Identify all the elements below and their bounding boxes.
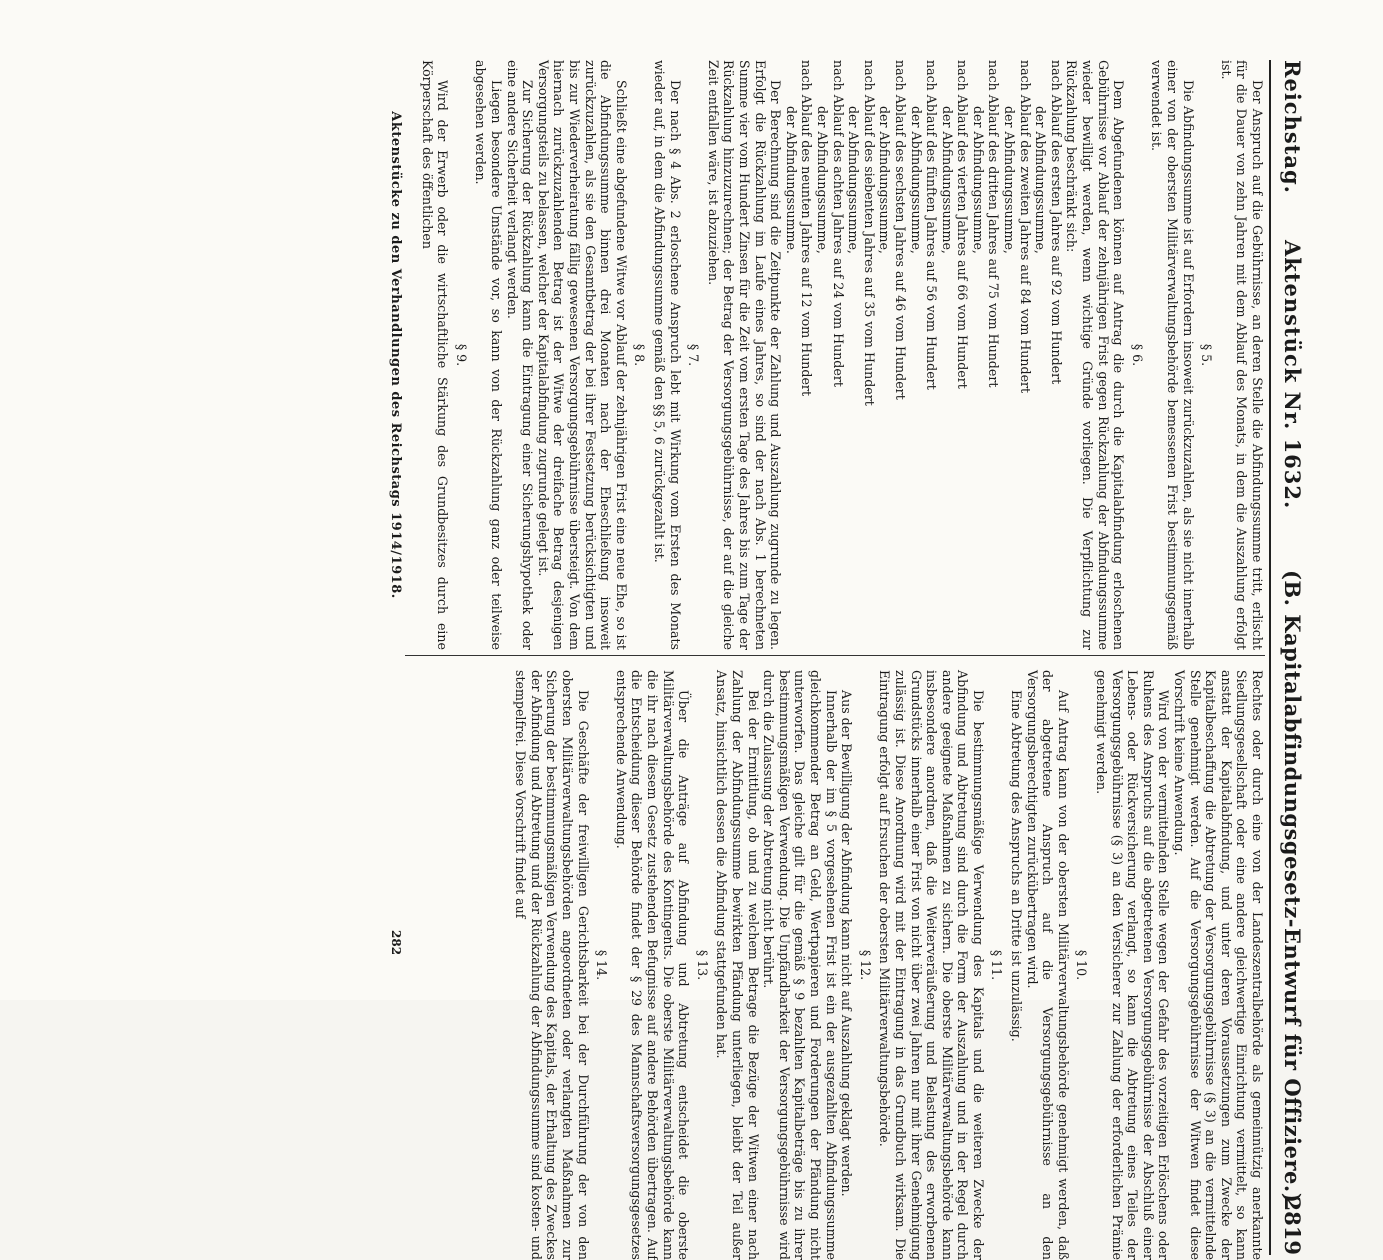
right-column (513, 670, 1265, 1260)
list-item: nach Ablauf des zweiten Jahres auf 84 vom Hundert (1017, 60, 1033, 394)
paragraph: Der Anspruch auf die Gebührnisse, an deren Stelle die Abfindungssumme tritt, erlischt für die Dauer von zehn Jahren mit dem Ablauf des Monats, in dem die Auszahlung erfolgt ist. (1218, 60, 1265, 650)
section-heading: § 13. (694, 949, 710, 981)
paragraph: Bei der Ermittlung, ob und zu welchem Betrage die Bezüge der Witwen einer nach Zahlung der Abfindungssumme bewirkten Pfändung unterliegen, bleibt der Teil außer Ansatz, hinsichtlich dessen die Abfindung stattgefunden hat. (714, 670, 761, 1260)
footer-sheet-number: 282 (389, 930, 403, 956)
paragraph: Zur Sicherung der Rückzahlung kann die Eintragung einer Sicherungshypothek oder eine andere Sicherheit verlangt werden. (504, 60, 536, 650)
paragraph: Liegen besondere Umstände vor, so kann von der Rückzahlung ganz oder teilweise abgesehen werden. (473, 60, 505, 650)
list-item-continuation: der Abfindungssumme, (970, 106, 986, 254)
list-item-continuation: der Abfindungssumme, (908, 106, 924, 254)
column-rule (405, 655, 1265, 656)
section-heading: § 8. (632, 343, 648, 367)
section-heading: § 11. (989, 949, 1005, 981)
paragraph: Innerhalb der im § 5 vorgesehenen Frist ist ein der ausgezahlten Abfindungssumme gleichkommender Betrag an Geld, Wertpapieren und Forderungen der Pfändung nicht unterworfen. Das gleiche gilt für die gemäß § 9 bezahlten Kapitalbeträge bis zu ihrer bestimmungsmäßigen Verwendung. Die Unpfändbarkeit der Versorgungsgebührnisse wird durch die Zulassung der Abtretung nicht berührt. (761, 670, 839, 1260)
page-footer: Aktenstücke zu den Verhandlungen des Reichstags 1914/1918. (388, 111, 403, 599)
paragraph: Wird der Erwerb oder die wirtschaftliche Stärkung des Grundbesitzes durch eine Körperschaft des öffentlichen (419, 60, 451, 650)
header-document-number: Aktenstück Nr. 1632. (1280, 240, 1305, 510)
section-heading: § 5. (1199, 343, 1215, 367)
paragraph: Die bestimmungsmäßige Verwendung des Kapitals und die weiteren Zwecke der Abfindung und Abtretung sind durch die Form der Auszahlung und in der Regel durch andere geeignete Maßnahmen zu sichern. Die oberste Militärverwaltungsbehörde kann insbesondere anordnen, daß die Weiterveräußerung und Belastung des erworbenen Grundstücks innerhalb einer Frist von nicht über zwei Jahren nur mit ihrer Genehmigung zulässig ist. Diese Anordnung wird mit der Eintragung in das Grundbuch wirksam. Die Eintragung erfolgt auf Ersuchen der obersten Militärverwaltungsbehörde. (877, 670, 986, 1260)
paragraph: Auf Antrag kann von der obersten Militärverwaltungsbehörde genehmigt werden, daß der abgetretene Anspruch auf die Versorgungsgebührnisse an den Versorgungsberechtigten zurückübertragen wird. (1024, 670, 1071, 1260)
section-heading: § 6. (1129, 343, 1145, 367)
paragraph: Schließt eine abgefundene Witwe vor Ablauf der zehnjährigen Frist eine neue Ehe, so ist die Abfindungssumme binnen drei Monaten nach der Eheschließung insoweit zurückzuzahlen, als sie den Gesamtbetrag der bei ihrer Festsetzung berücksichtigten und bis zur Wiederverheiratung fällig gewesenen Versorgungsgebührnisse übersteigt. Von dem hiernach zurückzuzahlenden Betrag ist der Witwe der dreifache Betrag desjenigen Versorgungsteils zu belassen, welcher der Kapitalabfindung zugrunde gelegt ist. (535, 60, 629, 650)
list-item: nach Ablauf des fünften Jahres auf 56 vom Hundert (924, 60, 940, 390)
paragraph: Der Berechnung sind die Zeitpunkte der Zahlung und Auszahlung zugrunde zu legen. Erfolgt die Rückzahlung im Laufe eines Jahres, so sind der nach Abs. 1 berechneten Summe vier vom Hundert Zinsen für die Zeit vom ersten Tage des Jahres bis zum Tage der Rückzahlung hinzuzurechnen; der Betrag der Versorgungsgebührnisse, der auf die gleiche Zeit entfallen wäre, ist abzuziehen. (705, 60, 784, 650)
list-item-continuation: der Abfindungssumme, (939, 106, 955, 254)
list-item-continuation: der Abfindungssumme, (1002, 106, 1018, 254)
list-item: nach Ablauf des vierten Jahres auf 66 vom Hundert (955, 60, 971, 389)
header-rule (1269, 60, 1271, 1255)
header-left: Reichstag. (1280, 60, 1305, 194)
paragraph: Die Geschäfte der freiwilligen Gerichtsbarkeit bei der Durchführung der von den obersten Militärverwaltungsbehörden angeordneten oder verlangten Maßnahmen zur Sicherung der bestimmungsmäßigen Verwendung des Kapitals, der Erhaltung des Zweckes der Abfindung und Abtretung und der Rückzahlung der Abfindungssumme sind kosten- und stempelfrei. Diese Vorschrift findet auf (513, 670, 591, 1260)
header-title: (B. Kapitalabfindungsgesetz-Entwurf für Offiziere.) (1280, 570, 1305, 1204)
list-item-continuation: der Abfindungssumme. (783, 106, 799, 254)
section-heading: § 10. (1074, 949, 1090, 981)
paragraph: Rechtes oder durch eine von der Landeszentralbehörde als gemeinnützig anerkannte Siedlungsgesellschaft oder eine andere gleichwertige Einrichtung vermittelt, so kann anstatt der Kapitalabfindung, und unter deren Voraussetzungen zum Zwecke der Kapitalbeschaffung die Abtretung der Versorgungsgebührnisse (§ 3) an die vermittelnde Stelle genehmigt werden. Auf die Versorgungsgebührnisse der Witwen findet diese Vorschrift keine Anwendung. (1172, 670, 1265, 1260)
list-item: nach Ablauf des ersten Jahres auf 92 vom Hundert (1048, 60, 1064, 385)
paragraph: Dem Abgefundenen können auf Antrag die durch die Kapitalabfindung erloschenen Gebührnisse vor Ablauf der zehnjährigen Frist gegen Rückzahlung der Abfindungssumme wieder bewilligt werden, wenn wichtige Gründe vorliegen. Die Verpflichtung zur Rückzahlung beschränkt sich: (1064, 60, 1127, 650)
paragraph: Der nach § 4 Abs. 2 erloschene Anspruch lebt mit Wirkung vom Ersten des Monats wieder auf, in dem die Abfindungssumme gemäß den §§ 5, 6 zurückgezahlt ist. (652, 60, 683, 650)
list-item-continuation: der Abfindungssumme, (877, 106, 893, 254)
list-item: nach Ablauf des achten Jahres auf 24 vom Hundert (830, 60, 846, 387)
paragraph: Wird von der vermittelnden Stelle wegen der Gefahr des vorzeitigen Erlöschens oder Ruhens des Anspruchs auf die abgetretenen Versorgungsgebührnisse der Abschluß einer Lebens- oder Rückversicherung verlangt, so kann die Abtretung eines Teiles der Versorgungsgebührnisse (§ 3) an den Versicherer zur Zahlung der erforderlichen Prämie genehmigt werden. (1094, 670, 1172, 1260)
page-number: 2819 (1280, 1196, 1305, 1255)
list-item-continuation: der Abfindungssumme, (846, 106, 862, 254)
section-heading: § 14. (594, 949, 610, 981)
paragraph: Aus der Bewilligung der Abfindung kann nicht auf Auszahlung geklagt werden. (839, 690, 855, 1197)
list-item: nach Ablauf des sechsten Jahres auf 46 vom Hundert (892, 60, 908, 400)
section-heading: § 12. (857, 949, 873, 981)
paragraph: Die Abfindungssumme ist auf Erfordern insoweit zurückzuzahlen, als sie nicht innerhalb einer von der obersten Militärverwaltungsbehörde bemessenen Frist bestimmungsgemäß verwendet ist. (1149, 60, 1196, 650)
left-column (419, 60, 1265, 650)
section-heading: § 9. (453, 343, 469, 367)
refund-schedule-list (783, 60, 1064, 650)
list-item: nach Ablauf des dritten Jahres auf 75 vom Hundert (986, 60, 1002, 388)
paragraph: Über die Anträge auf Abfindung und Abtretung entscheidet die oberste Militärverwaltungsbehörde des Kontingents. Die oberste Militärverwaltungsbehörde kann die ihr nach diesem Gesetz zustehenden Befugnisse auf andere Behörden übertragen. Auf die Entscheidung dieser Behörde findet der § 29 des Mannschaftsversorgungsgesetzes entsprechende Anwendung. (613, 670, 692, 1260)
list-item-continuation: der Abfindungssumme, (1033, 106, 1049, 254)
paragraph: Eine Abtretung des Anspruchs an Dritte ist unzulässig. (1009, 690, 1025, 1042)
list-item-continuation: der Abfindungssumme, (814, 106, 830, 254)
list-item: nach Ablauf des neunten Jahres auf 12 vom Hundert (799, 60, 815, 397)
section-heading: § 7. (686, 343, 702, 367)
page-header (1275, 60, 1305, 1255)
list-item: nach Ablauf des siebenten Jahres auf 35 vom Hundert (861, 60, 877, 406)
